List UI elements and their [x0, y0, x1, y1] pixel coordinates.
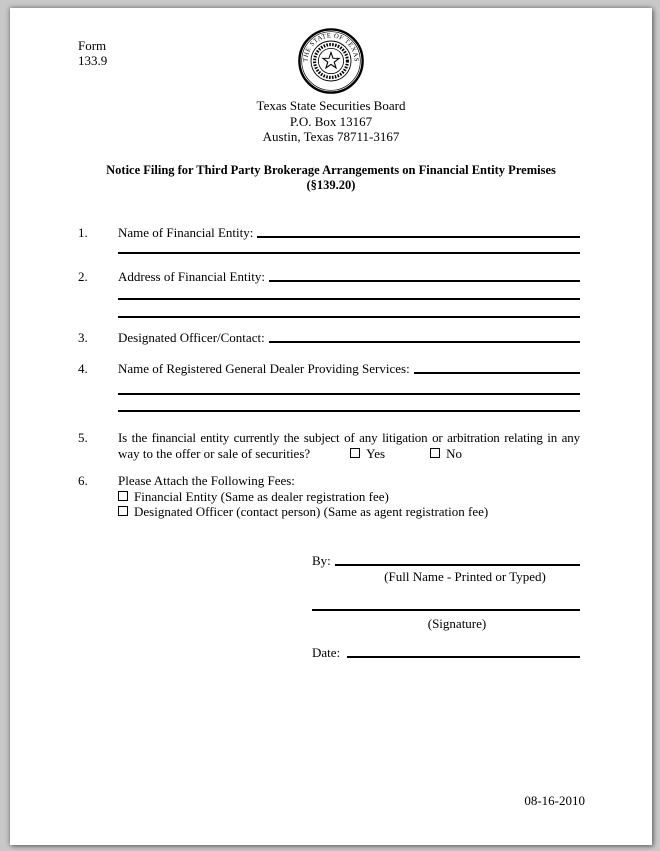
litigation-no-label: No — [446, 445, 462, 461]
item-3-number: 3. — [78, 330, 88, 345]
seal-star-icon — [323, 53, 339, 68]
form-title-line2: (§139.20) — [306, 177, 356, 192]
item-1-number: 1. — [78, 225, 88, 240]
financial-entity-address-line-1[interactable] — [269, 269, 580, 282]
fee-financial-entity-label: Financial Entity (Same as dealer registration fee) — [134, 488, 389, 504]
by-name-line[interactable] — [335, 553, 580, 566]
item-2-number: 2. — [78, 269, 88, 284]
signature-caption: (Signature) — [427, 616, 487, 631]
form-item-1 — [78, 225, 580, 254]
date-line[interactable] — [347, 645, 580, 658]
financial-entity-address-line-3[interactable] — [118, 316, 580, 318]
item-6-number: 6. — [78, 473, 88, 488]
revision-date: 08-16-2010 — [524, 793, 585, 808]
org-name: Texas State Securities Board — [256, 98, 406, 113]
form-item-3 — [78, 330, 580, 346]
financial-entity-name-line-2[interactable] — [118, 252, 580, 254]
date-label: Date: — [312, 645, 341, 660]
by-row — [312, 553, 580, 569]
form-item-2 — [78, 269, 580, 318]
litigation-yes-option — [350, 446, 385, 462]
general-dealer-name-line-3[interactable] — [118, 410, 580, 412]
form-item-4 — [78, 361, 580, 412]
by-label: By: — [312, 553, 331, 568]
financial-entity-name-line-1[interactable] — [257, 225, 580, 238]
item-6-label: Please Attach the Following Fees: — [118, 473, 295, 488]
fee-designated-officer-label: Designated Officer (contact person) (Same as agent registration fee) — [134, 504, 489, 519]
fee-designated-officer-checkbox[interactable] — [118, 506, 128, 516]
designated-officer-contact-line[interactable] — [269, 330, 580, 343]
item-3-label: Designated Officer/Contact: — [118, 330, 265, 345]
form-label: Form — [78, 38, 107, 53]
litigation-no-option — [430, 446, 462, 462]
agency-address-block — [10, 98, 652, 145]
signature-line[interactable] — [312, 609, 580, 611]
texas-state-seal-icon — [297, 27, 365, 95]
form-id-block — [78, 38, 107, 68]
seal-text: THE STATE OF TEXAS — [302, 32, 360, 63]
litigation-no-checkbox[interactable] — [430, 448, 440, 458]
form-item-6 — [78, 473, 580, 520]
financial-entity-address-line-2[interactable] — [118, 298, 580, 300]
litigation-yes-checkbox[interactable] — [350, 448, 360, 458]
item-4-number: 4. — [78, 361, 88, 376]
full-name-caption: (Full Name - Printed or Typed) — [384, 569, 546, 584]
item-1-label: Name of Financial Entity: — [118, 225, 254, 240]
item-4-label: Name of Registered General Dealer Providing Services: — [118, 361, 410, 376]
litigation-question-line2: way to the offer or sale of securities? — [118, 445, 311, 461]
item-2-label: Address of Financial Entity: — [118, 269, 265, 284]
item-5-number: 5. — [78, 430, 88, 445]
org-city-line: Austin, Texas 78711-3167 — [262, 129, 400, 144]
org-po-box: P.O. Box 13167 — [289, 113, 373, 129]
general-dealer-name-line-1[interactable] — [414, 361, 580, 374]
general-dealer-name-line-2[interactable] — [118, 393, 580, 395]
date-row — [312, 645, 580, 661]
form-title — [10, 163, 652, 192]
form-number: 133.9 — [78, 53, 108, 68]
litigation-question-line1: Is the financial entity currently the subject of any litigation or arbitration relating in any — [118, 430, 580, 445]
fee-financial-entity-checkbox[interactable] — [118, 491, 128, 501]
litigation-yes-label: Yes — [366, 445, 386, 461]
form-page — [10, 8, 652, 845]
form-title-line1: Notice Filing for Third Party Brokerage Arrangements on Financial Entity Premises — [106, 163, 556, 177]
form-item-5 — [78, 430, 580, 461]
